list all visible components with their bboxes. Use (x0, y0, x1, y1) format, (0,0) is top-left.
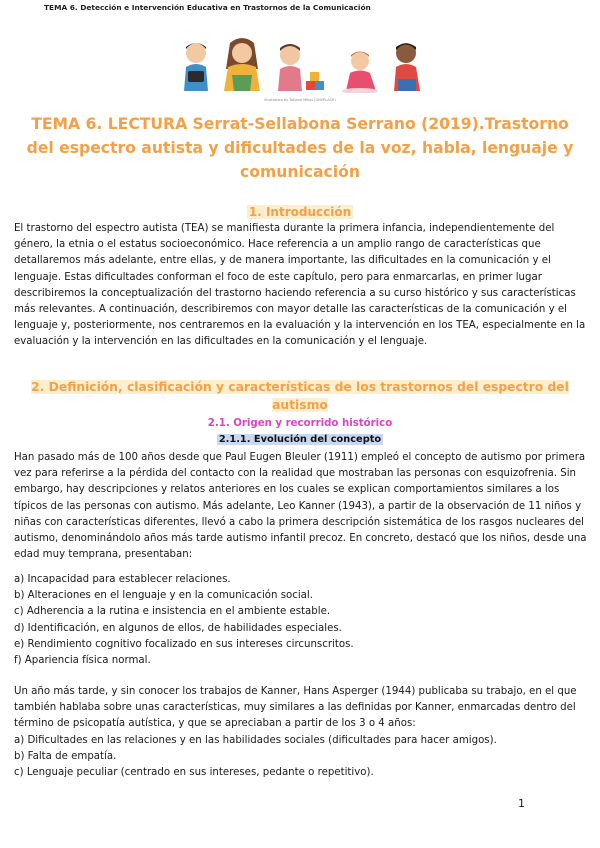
section-heading-definicion (14, 378, 586, 414)
asperger-paragraph: Un año más tarde, y sin conocer los trabajos de Kanner, Hans Asperger (1944) publicaba su trabajo, en el que también hablaba sobre unas características, muy similares a las definidas por Kanner, enmarcadas dentro del término de psicopatía autística, y que se apreciaban a partir de los 3 o 4 años: (14, 686, 577, 730)
evolution-paragraph: Han pasado más de 100 años desde que Paul Eugen Bleuler (1911) empleó el concepto de autismo por primera vez para referirse a la pérdida del contacto con la realidad que mostraban las personas con esquizofrenia. Sin embargo, hay descripciones y relatos anteriores en los cuales se explican comportamientos similares a los típicos de las personas con autismo. Más adelante, Leo Kanner (1943), a partir de la observación de 11 niños y niñas con características diferentes, llevó a cabo la primera descripción sistemática de los rasgos nucleares del autismo, denominándolo años más tarde autismo infantil precoz. En concreto, destacó que los niños, desde una edad muy temprana, presentaban: (14, 452, 587, 561)
section-heading-text: 1. Introducción (248, 205, 352, 219)
list-item: c) Adherencia a la rutina e insistencia en el ambiente estable. (14, 606, 331, 618)
section-heading-introduccion (0, 204, 600, 220)
child-sitting-figure (342, 52, 378, 94)
list-item: d) Identificación, en algunos de ellos, de habilidades especiales. (14, 622, 342, 634)
list-item: c) Lenguaje peculiar (centrado en sus intereses, pedante o repetitivo). (14, 767, 374, 779)
list-item: e) Rendimiento cognitivo focalizado en sus intereses circunscritos. (14, 638, 354, 650)
child-dark-figure (394, 43, 420, 91)
page-number: 1 (518, 797, 525, 810)
section-heading-text: 2. Definición, clasificación y características de los trastornos del espectro del autismo (31, 380, 569, 412)
introduction-paragraph: El trastorno del espectro autista (TEA) se manifiesta durante la primera infancia, independientemente del género, la etnia o el estatus socioeconómico. Hace referencia a un amplio rango de características que detallaremos más adelante, entre ellas, y de manera importante, las dificultades en la comunicación y el lenguaje. Estas dificultades conforman el foco de este capítulo, pero para enmarcarlas, en primer lugar describiremos la conceptualización del trastorno haciendo referencia a su curso histórico y sus características más relevantes. A continuación, describiremos con mayor detalle las características de la comunicación y el lenguaje y, posteriormente, nos centraremos en la evaluación y la intervención en los TEA, especialmente en la evaluación y la intervención en las dificultades en la comunicación y el lenguaje. (14, 223, 586, 348)
list-item: b) Falta de empatía. (14, 751, 117, 763)
list-item: b) Alteraciones en el lenguaje y en la comunicación social. (14, 590, 313, 602)
subsection-heading-origen: 2.1. Origen y recorrido histórico (207, 418, 393, 429)
child-with-blocks-figure (278, 44, 324, 91)
list-item: a) Dificultades en las relaciones y en las habilidades sociales (dificultades para hacer amigos). (14, 735, 497, 746)
document-title: TEMA 6. LECTURA Serrat-Sellabona Serrano (2019).Trastorno del espectro autista y dificultades de la voz, habla, lenguaje y comunicación (26, 115, 574, 181)
list-item: f) Apariencia física normal. (14, 655, 151, 667)
children-playing-illustration (178, 35, 426, 93)
illustration-credit: illustration by Tatjana Mikus (UNSPLASH) (264, 98, 336, 102)
child-girl-figure (224, 38, 260, 91)
subsubsection-heading-text: 2.1.1. Evolución del concepto (218, 434, 382, 445)
child-with-tablet-figure (184, 43, 208, 91)
asperger-characteristics-list (14, 733, 592, 782)
kanner-characteristics-list (14, 572, 592, 669)
list-item: a) Incapacidad para establecer relaciones. (14, 574, 231, 585)
subsubsection-heading-evolucion (0, 433, 600, 447)
running-header: TEMA 6. Detección e Intervención Educativa en Trastornos de la Comunicación (44, 3, 371, 12)
